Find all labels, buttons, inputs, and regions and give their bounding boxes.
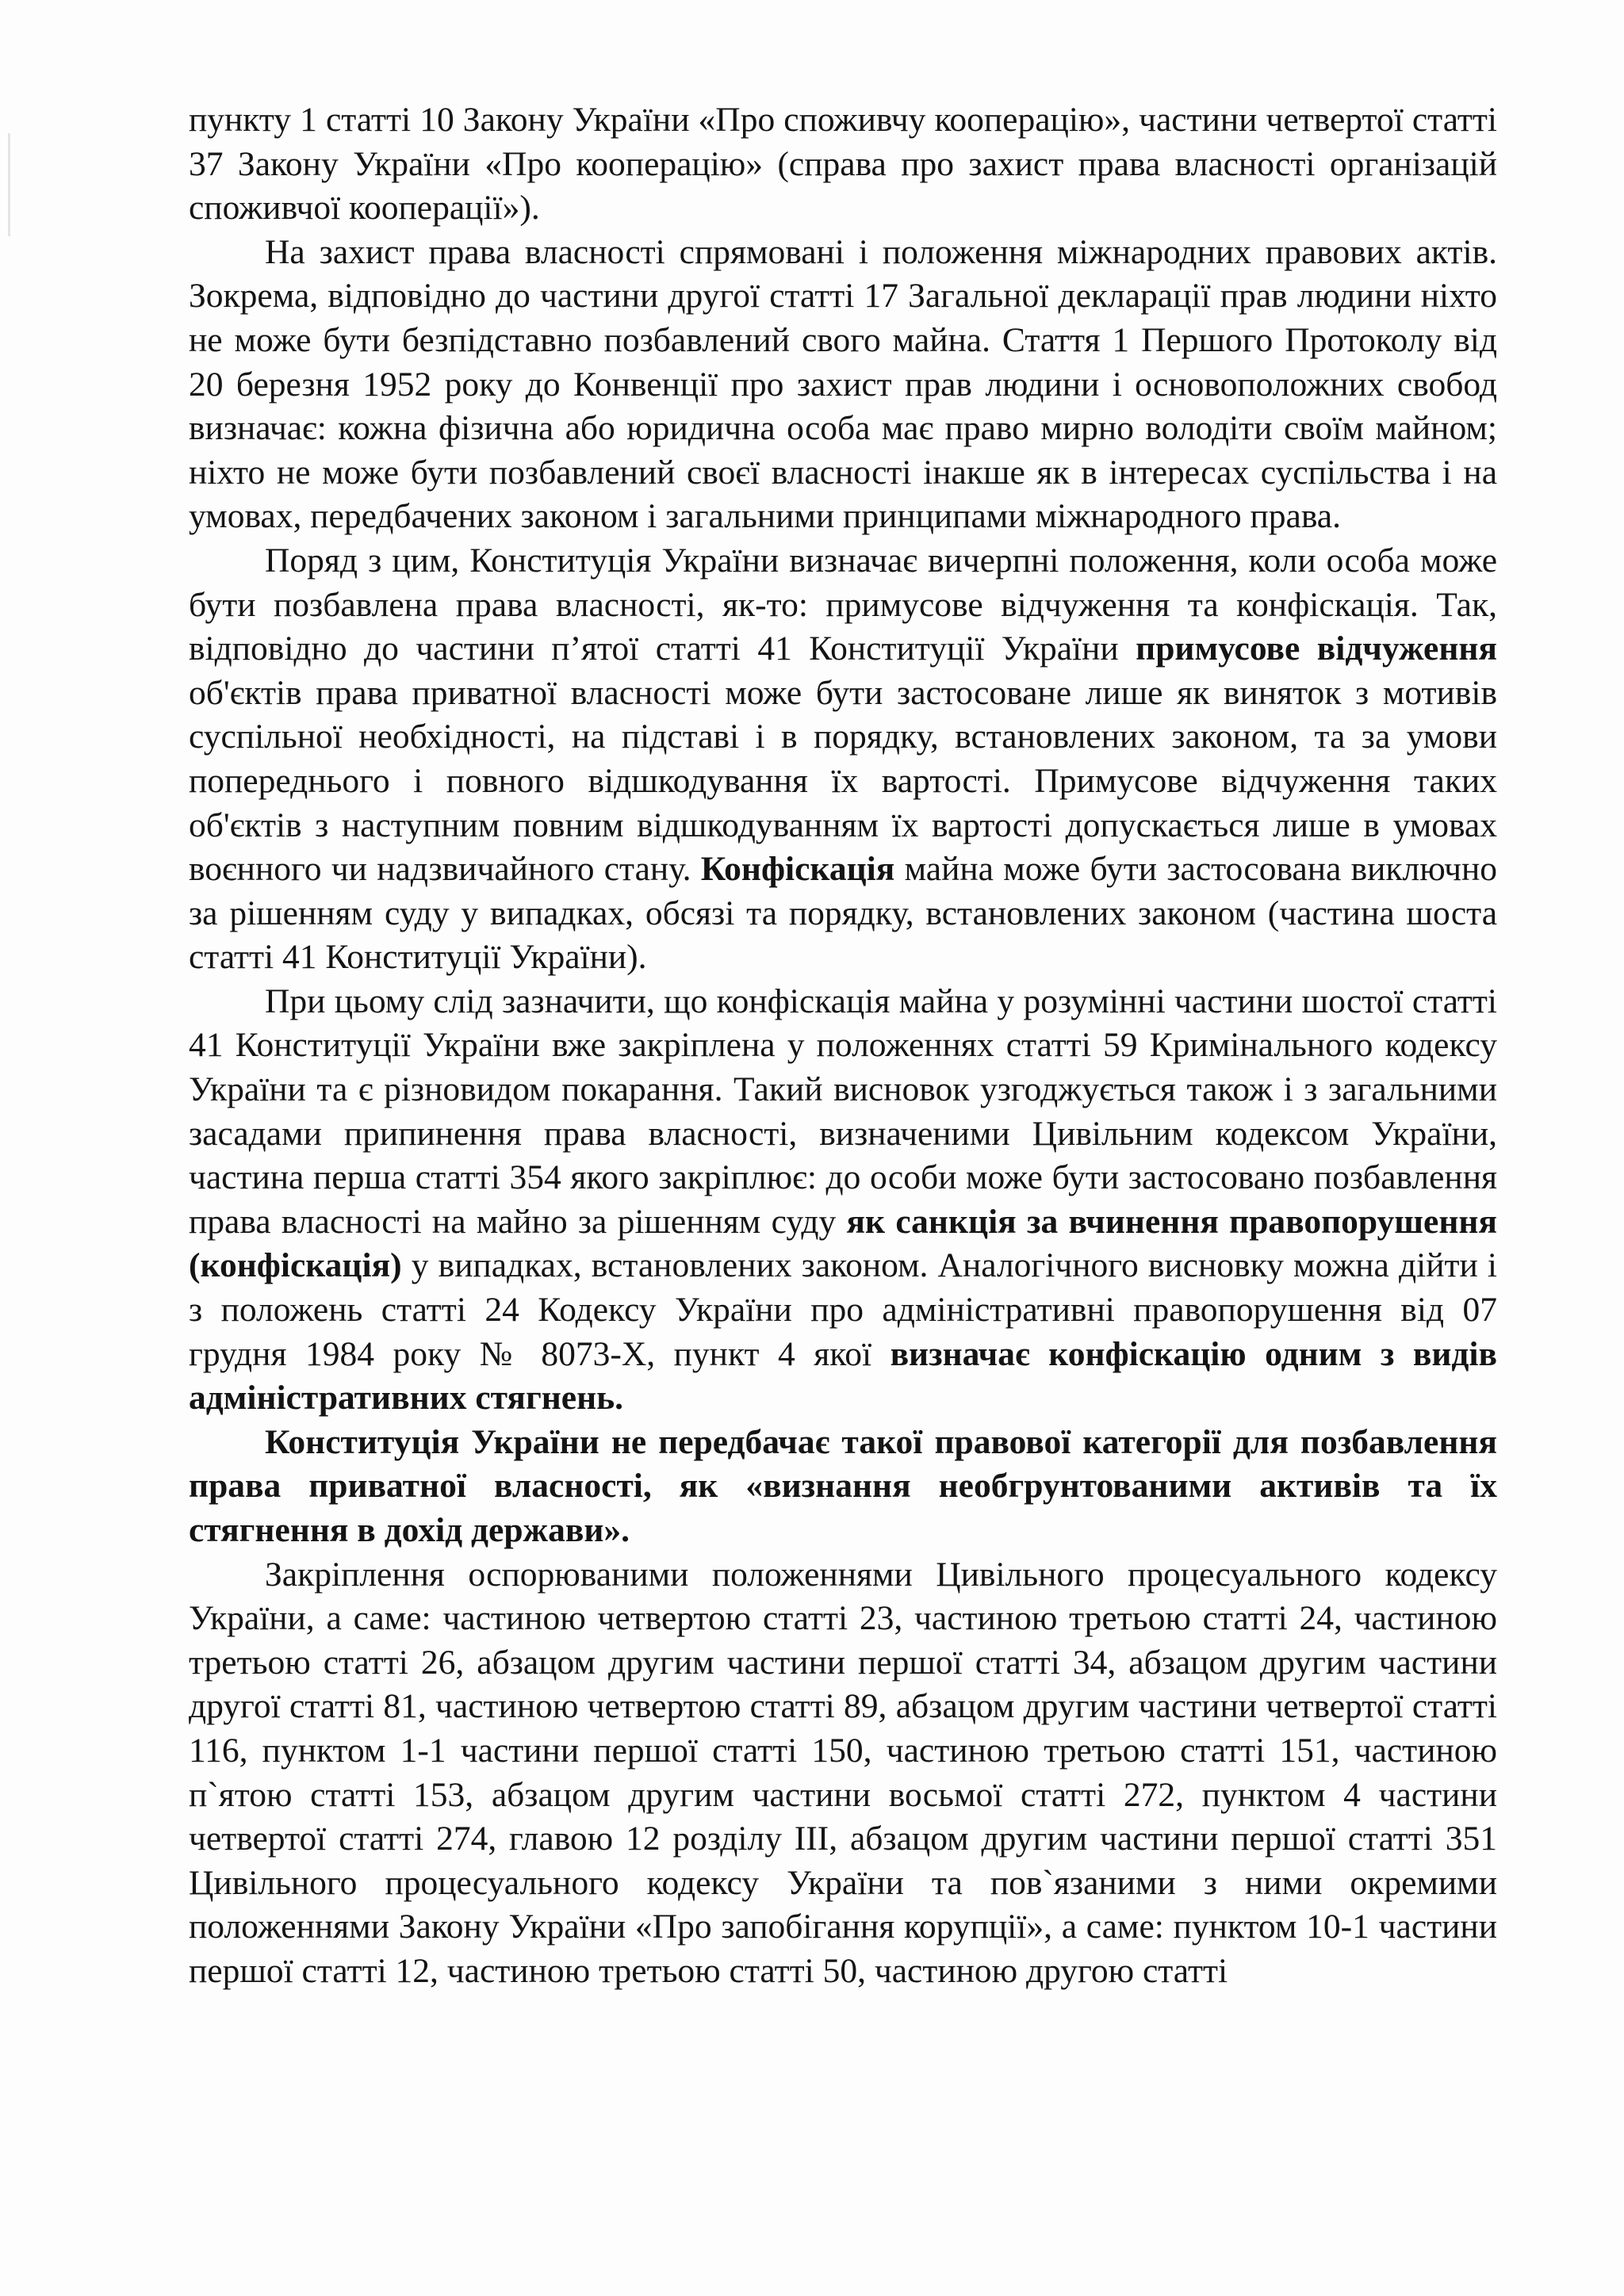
paragraph-3-text-a: Поряд з цим, Конституція України визначає вичерпні положення, коли особа може бути позбавлена права власності, як-то: примусове відчуження та конфіскація. Так, відповідно до частини п’ятої статті 41 Конституції України (189, 541, 1497, 668)
paragraph-3-text-b: об'єктів права приватної власності може бути застосоване лише як виняток з мотивів суспільної необхідності, на підставі і в порядку, встановлених законом, та за умови попереднього і повного відшкодування їх вартості. Примусове відчуження таких об'єктів з наступним повним відшкодуванням їх вартості допускається лише в умовах воєнного чи надзвичайного стану. (189, 673, 1497, 889)
paragraph-4-bold-sanction: як санкція за вчинення правопорушення (конфіскація) (189, 1202, 1497, 1285)
paragraph-4-text-b: у випадках, встановлених законом. Аналогічного висновку можна дійти і з положень статті 24 Кодексу України про адміністративні правопорушення від 07 грудня 1984 року № 8073-X, пункт 4 якої (189, 1246, 1497, 1373)
paragraph-3-bold-confiscation: Конфіскація (700, 850, 895, 889)
paragraph-2-text: На захист права власності спрямовані і положення міжнародних правових актів. Зокрема, відповідно до частини другої статті 17 Загальної декларації прав людини ніхто не може бути безпідставно позбавлений свого майна. Стаття 1 Першого Протоколу від 20 березня 1952 року до Конвенції про захист прав людини і основоположних свобод визначає: кожна фізична або юридична особа має право мирно володіти своїм майном; ніхто не може бути позбавлений своєї власності інакше як в інтересах суспільства і на умовах, передбачених законом і загальними принципами міжнародного права. (189, 232, 1497, 536)
scan-edge-mark (8, 133, 10, 236)
document-body (189, 98, 1497, 1994)
paragraph-4 (189, 980, 1497, 1421)
paragraph-6-text: Закріплення оспорюваними положеннями Цивільного процесуального кодексу України, а саме: частиною четвертою статті 23, частиною третьою статті 24, частиною третьою статті 26, абзацом другим частини першої статті 34, абзацом другим частини другої статті 81, частиною четвертою статті 89, абзацом другим частини четвертої статті 116, пунктом 1-1 частини першої статті 150, частиною третьою статті 151, частиною п`ятою статті 153, абзацом другим частини восьмої статті 272, пунктом 4 частини четвертої статті 274, главою 12 розділу III, абзацом другим частини першої статті 351 Цивільного процесуального кодексу України та пов`язаними з ними окремими положеннями Закону України «Про запобігання корупції», а саме: пунктом 10-1 частини першої статті 12, частиною третьою статті 50, частиною другою статті (189, 1555, 1497, 1990)
paragraph-1-text: пункту 1 статті 10 Закону України «Про споживчу кооперацію», частини четвертої статті 37 Закону України «Про кооперацію» (справа про захист права власності організацій споживчої кооперації»). (189, 101, 1497, 228)
paragraph-2 (189, 231, 1497, 539)
paragraph-3-bold-forced-alienation: примусове відчуження (1136, 629, 1497, 668)
paragraph-1 (189, 98, 1497, 231)
paragraph-3 (189, 539, 1497, 980)
paragraph-4-text-a: При цьому слід зазначити, що конфіскація майна у розумінні частини шостої статті 41 Конституції України вже закріплена у положеннях статті 59 Кримінального кодексу України та є різновидом покарання. Такий висновок узгоджується також і з загальними засадами припинення права власності, визначеними Цивільним кодексом України, частина перша статті 354 якого закріплює: до особи може бути застосовано позбавлення права власності на майно за рішенням суду (189, 982, 1497, 1241)
paragraph-6 (189, 1553, 1497, 1994)
paragraph-5-bold-text: Конституція України не передбачає такої правової категорії для позбавлення права приватної власності, як «визнання необгрунтованими активів та їх стягнення в дохід держави». (189, 1422, 1497, 1549)
paragraph-4-bold-administrative: визначає конфіскацію одним з видів адміністративних стягнень. (189, 1334, 1497, 1418)
paragraph-5 (189, 1421, 1497, 1553)
paragraph-3-text-c: майна може бути застосована виключно за рішенням суду у випадках, обсязі та порядку, встановлених законом (частина шоста статті 41 Конституції України). (189, 850, 1497, 977)
